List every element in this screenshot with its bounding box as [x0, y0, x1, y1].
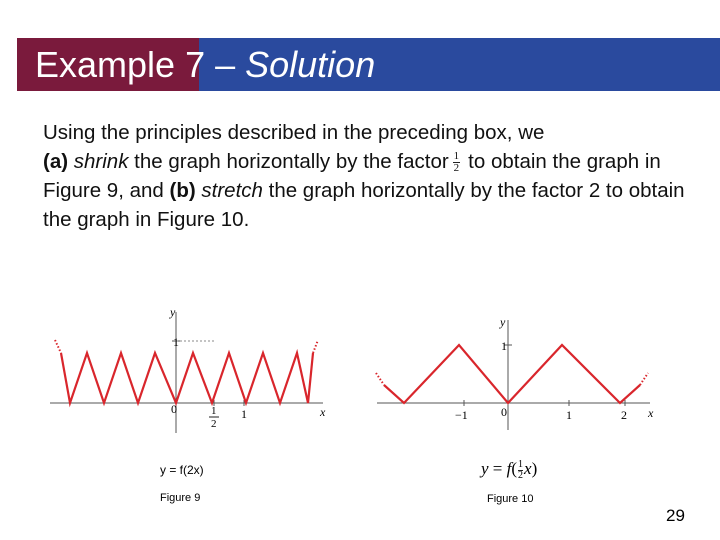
figure-10-eq-den: 2	[518, 469, 524, 481]
body-line-1: Using the principles described in the preceding box, we	[43, 121, 545, 144]
title-italic: Solution	[245, 44, 376, 85]
figure-10-eq-f: f	[506, 459, 512, 478]
title-main: Example 7 –	[35, 44, 246, 85]
figure-9-one-label: 1	[241, 407, 247, 421]
body-line-3-end: the graph horizontally by the factor 2 to obtain the graph in Figure 10.	[43, 179, 685, 231]
figure-10-eq-y: y	[481, 459, 489, 478]
figure-10-left-dots	[376, 373, 384, 385]
stretch-word: stretch	[201, 179, 263, 202]
factor-numerator: 1	[453, 150, 460, 163]
factor-denominator: 2	[453, 162, 460, 175]
figure-9-origin-label: 0	[171, 402, 177, 416]
figure-10-eq-equals: =	[488, 459, 507, 478]
figure-10-origin-label: 0	[501, 405, 507, 419]
figure-10-x-label: x	[648, 406, 654, 420]
part-a-label: (a)	[43, 150, 69, 173]
title-bar	[17, 38, 720, 91]
body-paragraph	[43, 118, 693, 234]
figure-10-eq-x: x	[524, 459, 532, 478]
figure-10-x-one-label: 1	[566, 408, 572, 422]
figure-9-y-one-label: 1	[173, 335, 179, 349]
figure-9-half-den: 2	[211, 418, 217, 430]
figure-10-caption: Figure 10	[487, 493, 534, 505]
figure-9-y-label: y	[170, 305, 176, 319]
figure-10-eq-num: 1	[518, 458, 524, 470]
slide-title	[35, 43, 375, 86]
figure-9-equation: y = f(2x)	[160, 463, 204, 477]
figure-9-left-dots	[55, 340, 61, 353]
figure-9-x-label: x	[320, 405, 326, 419]
figure-10-right-dots	[640, 373, 648, 385]
part-b-label: (b)	[169, 179, 196, 202]
figure-10-neg-one-label: −1	[455, 408, 468, 422]
figure-10-eq-fraction	[518, 460, 523, 481]
shrink-word: shrink	[73, 150, 129, 173]
figure-10-two-label: 2	[621, 408, 627, 422]
body-line-2-end: to obtain the graph in Figure 9, and	[43, 150, 661, 202]
figure-10-zigzag	[384, 345, 640, 403]
figure-9-half-num: 1	[211, 405, 217, 417]
figure-10-y-one-label: 1	[501, 339, 507, 353]
figure-9-caption: Figure 9	[160, 492, 201, 504]
figure-9-zigzag	[61, 353, 313, 403]
factor-fraction	[453, 151, 461, 174]
figure-9-right-dots	[313, 340, 318, 353]
figure-10-equation: y = f( $\frac{1}{2}$ x)	[481, 458, 538, 481]
figure-10-graph	[372, 310, 672, 435]
body-line-2-mid: the graph horizontally by the factor	[128, 150, 449, 173]
page-number: 29	[666, 506, 685, 525]
figure-10-y-label: y	[500, 315, 506, 329]
figure-9-graph	[45, 300, 345, 440]
